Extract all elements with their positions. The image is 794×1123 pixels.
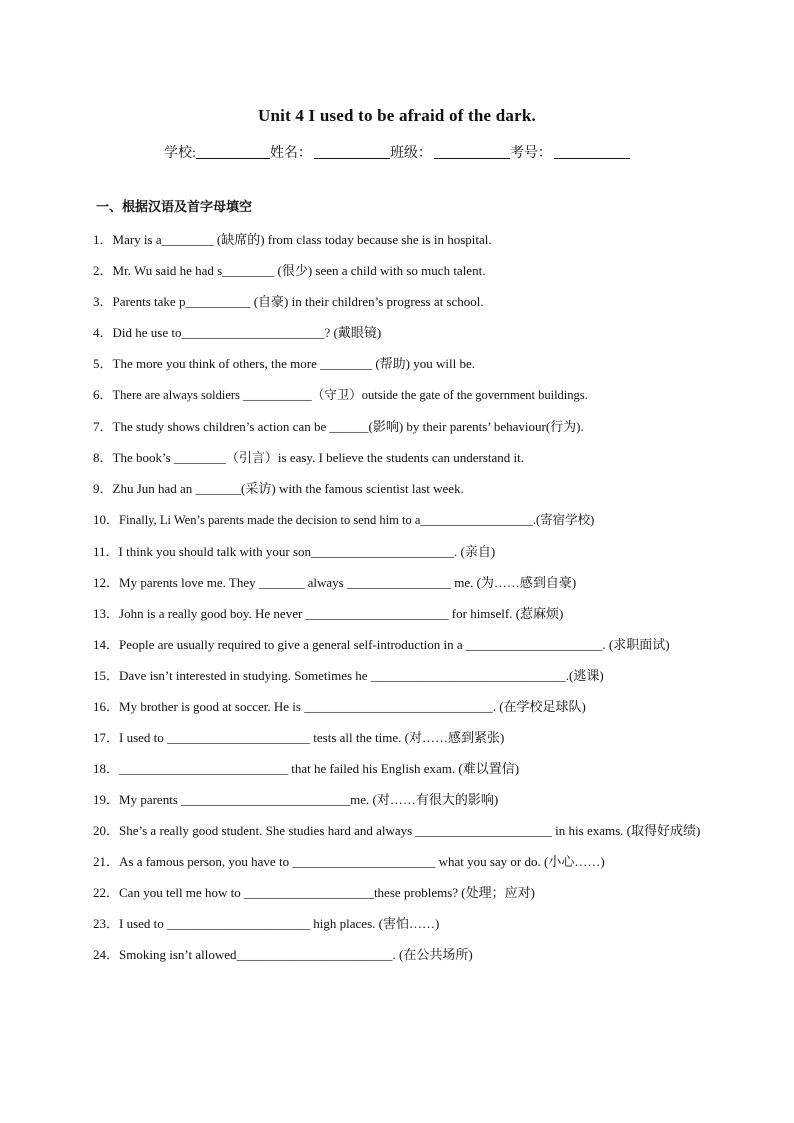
question-item: 16．My brother is good at soccer. He is _____________________________. (在学校足球队) — [93, 699, 586, 714]
question-item: 4．Did he use to______________________? (戴眼镜) — [93, 325, 382, 340]
question-text: Did he use to______________________? (戴眼镜) — [112, 325, 382, 340]
question-item: 20．She’s a really good student. She studies hard and always _____________________ in his exams. (取得好成绩) — [93, 823, 701, 838]
name-label: 姓名： — [269, 146, 312, 161]
question-text: Finally, Li Wen’s parents made the decision to send him to a__________________.(寄宿学校) — [119, 513, 595, 527]
question-item: 17．I used to ______________________ tests all the time. (对……感到紧张) — [93, 730, 505, 745]
name-blank — [314, 144, 390, 159]
question-item: 19．My parents __________________________me. (对……有很大的影响) — [93, 792, 499, 807]
question-text: Mary is a________ (缺席的) from class today because she is in hospital. — [112, 232, 492, 247]
question-text: There are always soldiers ___________（守卫）outside the gate of the government buildings. — [112, 388, 588, 402]
question-item: 15．Dave isn’t interested in studying. Sometimes he ______________________________.(逃课) — [93, 668, 604, 683]
question-text: My parents __________________________me. (对……有很大的影响) — [119, 792, 499, 807]
section-heading: 一、根据汉语及首字母填空 — [96, 200, 253, 215]
question-item: 5．The more you think of others, the more ________ (帮助) you will be. — [93, 356, 476, 371]
question-text: The more you think of others, the more ________ (帮助) you will be. — [112, 356, 476, 371]
school-blank — [196, 144, 270, 159]
question-item: 9．Zhu Jun had an _______(采访) with the famous scientist last week. — [93, 481, 464, 496]
question-text: She’s a really good student. She studies hard and always _____________________ in his exams. (取得好成绩) — [119, 823, 701, 838]
question-item: 10．Finally, Li Wen’s parents made the decision to send him to a__________________.(寄宿学校) — [93, 512, 595, 527]
question-text: Can you tell me how to ____________________these problems? (处理；应对) — [119, 885, 535, 900]
question-text: Parents take p__________ (自豪) in their children’s progress at school. — [112, 294, 484, 309]
question-text: As a famous person, you have to ______________________ what you say or do. (小心……) — [119, 854, 605, 869]
question-item: 18．__________________________ that he failed his English exam. (难以置信) — [93, 761, 520, 776]
question-text: I think you should talk with your son______________________. (亲自) — [118, 544, 496, 559]
exam-number-label: 考号： — [509, 146, 552, 161]
question-text: Dave isn’t interested in studying. Sometimes he ______________________________.(逃课) — [119, 668, 604, 683]
question-text: I used to ______________________ high places. (害怕……) — [119, 916, 440, 931]
school-label: 学校: — [164, 146, 196, 161]
question-item: 11．I think you should talk with your son______________________. (亲自) — [93, 544, 496, 559]
question-text: Mr. Wu said he had s________ (很少) seen a child with so much talent. — [112, 263, 486, 278]
question-text: The book’s ________（引言）is easy. I believe the students can understand it. — [112, 450, 524, 465]
question-item: 22．Can you tell me how to ____________________these problems? (处理；应对) — [93, 885, 535, 900]
question-text: Zhu Jun had an _______(采访) with the famous scientist last week. — [112, 481, 464, 496]
question-item: 14．People are usually required to give a general self-introduction in a _____________________. (求职面试) — [93, 637, 670, 652]
question-text: Smoking isn’t allowed________________________. (在公共场所) — [119, 947, 473, 962]
question-item: 21．As a famous person, you have to ______________________ what you say or do. (小心……) — [93, 854, 605, 869]
question-text: John is a really good boy. He never ______________________ for himself. (惹麻烦) — [119, 606, 564, 621]
exam-number-blank — [554, 144, 630, 159]
question-item: 6．There are always soldiers ___________（守卫）outside the gate of the government buildings. — [93, 387, 588, 402]
page-title: Unit 4 I used to be afraid of the dark. — [258, 106, 536, 125]
question-text: The study shows children’s action can be ______(影响) by their parents’ behaviour(行为). — [112, 419, 584, 434]
question-item: 13．John is a really good boy. He never ______________________ for himself. (惹麻烦) — [93, 606, 564, 621]
question-item: 24．Smoking isn’t allowed________________________. (在公共场所) — [93, 947, 473, 962]
question-item: 2．Mr. Wu said he had s________ (很少) seen a child with so much talent. — [93, 263, 486, 278]
question-item: 8．The book’s ________（引言）is easy. I believe the students can understand it. — [93, 450, 524, 465]
question-item: 1．Mary is a________ (缺席的) from class today because she is in hospital. — [93, 232, 492, 247]
question-item: 12．My parents love me. They _______ always ________________ me. (为……感到自豪) — [93, 575, 577, 590]
question-text: __________________________ that he failed his English exam. (难以置信) — [119, 761, 520, 776]
student-info-line — [0, 142, 794, 162]
question-list — [93, 224, 703, 970]
question-text: I used to ______________________ tests all the time. (对……感到紧张) — [119, 730, 505, 745]
question-item: 3．Parents take p__________ (自豪) in their children’s progress at school. — [93, 294, 484, 309]
class-label: 班级： — [389, 146, 432, 161]
question-item: 7．The study shows children’s action can be ______(影响) by their parents’ behaviour(行为). — [93, 419, 584, 434]
question-text: My parents love me. They _______ always ________________ me. (为……感到自豪) — [119, 575, 577, 590]
class-blank — [434, 144, 510, 159]
question-text: People are usually required to give a general self-introduction in a _____________________. (求职面试) — [119, 637, 670, 652]
question-item: 23．I used to ______________________ high places. (害怕……) — [93, 916, 440, 931]
question-text: My brother is good at soccer. He is _____________________________. (在学校足球队) — [119, 699, 586, 714]
